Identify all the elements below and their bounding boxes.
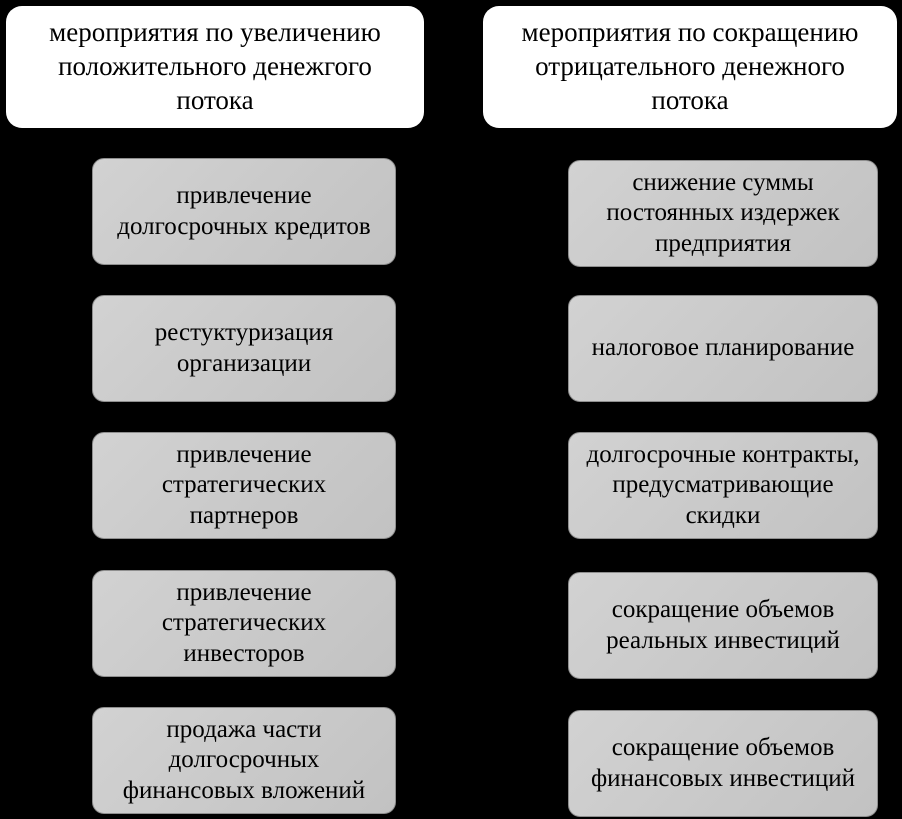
item-tax-planning: налоговое планирование <box>568 295 878 402</box>
item-reduce-real-investments: сокращение объемов реальных инвестиций <box>568 572 878 679</box>
item-long-term-contracts-discounts: долгосрочные контракты, предусматривающие скидки <box>568 432 878 539</box>
item-strategic-investors: привлечение стратегических инвесторов <box>92 570 396 677</box>
item-long-term-credits: привлечение долгосрочных кредитов <box>92 158 396 265</box>
item-reduce-fixed-costs: снижение суммы постоянных издержек предприятия <box>568 160 878 267</box>
header-negative-cash-flow: мероприятия по сокращению отрицательного денежного потока <box>483 6 897 128</box>
item-reduce-financial-investments: сокращение объемов финансовых инвестиций <box>568 710 878 817</box>
header-positive-cash-flow: мероприятия по увеличению положительного денежгого потока <box>6 6 424 128</box>
item-restructuring: рестуктуризация организации <box>92 295 396 402</box>
item-sell-financial-assets: продажа части долгосрочных финансовых вложений <box>92 707 396 814</box>
item-strategic-partners: привлечение стратегических партнеров <box>92 432 396 539</box>
